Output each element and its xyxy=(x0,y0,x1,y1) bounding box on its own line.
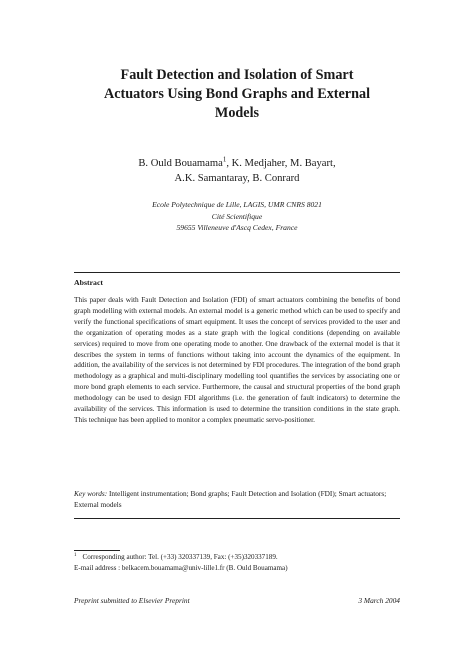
title-line: Fault Detection and Isolation of Smart xyxy=(120,67,354,83)
authors-line-1 xyxy=(40,156,434,171)
footnote-line-2: E-mail address : belkacem.bouamama@univ-lille1.fr (B. Ould Bouamama) xyxy=(74,563,288,572)
affiliation-line: Ecole Polytechnique de Lille, LAGIS, UMR CNRS 8021 xyxy=(152,200,322,209)
paper-title xyxy=(40,66,434,123)
page-footer xyxy=(74,596,400,605)
footer-date: 3 March 2004 xyxy=(358,596,400,605)
affiliation-line: Cité Scientifique xyxy=(211,211,263,221)
keywords-text: Intelligent instrumentation; Bond graphs; Fault Detection and Isolation (FDI); Smart actuators; External models xyxy=(74,489,387,509)
title-line: Actuators Using Bond Graphs and External xyxy=(103,86,371,102)
abstract-top-rule xyxy=(74,272,400,273)
affiliation-line: 59655 Villeneuve d'Ascq Cedex, France xyxy=(176,223,298,232)
footer-left: Preprint submitted to Elsevier Preprint xyxy=(74,596,190,605)
keywords-label: Key words: xyxy=(74,489,108,498)
author-list xyxy=(40,156,434,186)
footnote-contact: Corresponding author: Tel. (+33) 320337139, Fax: (+35)320337189. xyxy=(82,553,278,561)
authors-line-2: A.K. Samantaray, B. Conrard xyxy=(174,173,300,184)
footnote-line-1 xyxy=(74,552,404,563)
footnote-number: 1 xyxy=(74,552,77,558)
affiliation xyxy=(40,199,434,234)
abstract-heading: Abstract xyxy=(74,278,104,287)
author-names: , K. Medjaher, M. Bayart, xyxy=(226,158,336,169)
title-line: Models xyxy=(214,105,260,121)
keywords xyxy=(74,488,400,510)
footnote xyxy=(74,552,404,573)
footnote-marker: 1 xyxy=(222,155,227,164)
footnote-rule xyxy=(74,550,120,551)
abstract-bottom-rule xyxy=(74,518,400,519)
author-name: B. Ould Bouamama xyxy=(138,158,223,169)
abstract-text: This paper deals with Fault Detection and Isolation (FDI) of smart actuators combining the benefits of bond graph modelling with external models. An external model is a generic method which can be used to specify and verify the functional specifications of smart equipment. It uses the concept of services provided to the user and the organization of operating modes as a state graph with the logical conditions (depending on available services) required to move from one operating mode to another. One drawback of the external model is that it describes the system in terms of functions without taking into account the dynamics of the equipment. In addition, the availability of the services is not determined by FDI procedures. The integration of the bond graph methodology as a graphical and multi-disciplinary modelling tool quantifies the services by associating one or more bond graph elements to each service. Furthermore, the causal and structural properties of the bond graph methodology can be used to design FDI algorithms (i.e. the generation of fault indicators) to determine the availability of the services. This information is used to determine the transition conditions in the state graph. This technique has been applied to monitor a complex pneumatic servo-positioner. xyxy=(74,295,400,424)
